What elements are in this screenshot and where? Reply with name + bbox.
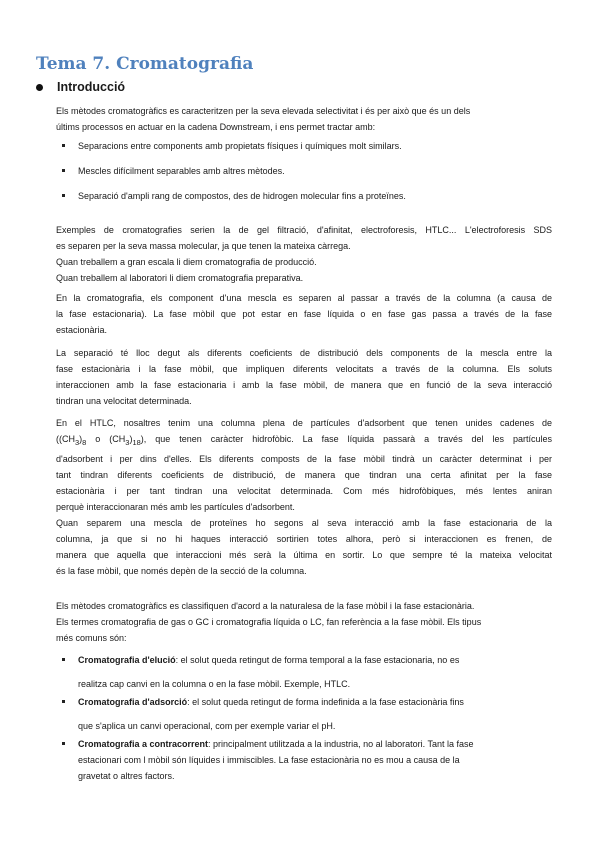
text: : el solut queda retingut de forma indefinida a la fase estacionària fins xyxy=(187,697,464,707)
subscript: 18 xyxy=(132,437,141,447)
proteins-paragraph xyxy=(56,515,552,579)
term: Cromatografia d'elució xyxy=(78,655,176,665)
square-bullet-icon xyxy=(62,169,65,172)
text-line: Quan treballem a gran escala li diem cromatografia de producció. xyxy=(56,257,317,267)
list-item xyxy=(62,138,552,154)
text-line: realitza cap canvi en la columna o en la fase mòbil. Exemple, HTLC. xyxy=(78,679,351,689)
text-line: que s'aplica un canvi operacional, com per exemple variar el pH. xyxy=(78,721,336,731)
text-line: la fase estacionaria). La fase mòbil que pot estar en fase líquida o en fase gas passa a través de la fase xyxy=(56,309,552,319)
text-line-formula xyxy=(56,431,552,451)
subscript: 8 xyxy=(82,437,87,447)
text-line: estacionària. xyxy=(56,325,108,335)
separation-paragraph xyxy=(56,345,552,409)
text-line: Els mètodes cromatogràfics es caracteritzen per la seva elevada selectivitat i és per això que és un dels xyxy=(56,106,471,116)
square-bullet-icon xyxy=(62,700,65,703)
text-line: d'adsorbent i per dins d'elles. Els diferents composts de la fase mòbil tindrà un caràcter determinat i per xyxy=(56,453,552,464)
formula: ((CH xyxy=(56,434,75,444)
square-bullet-icon xyxy=(62,194,65,197)
section-heading xyxy=(36,80,125,94)
examples-paragraph xyxy=(56,222,552,286)
list-item-text: Mescles difícilment separables amb altres mètodes. xyxy=(78,166,285,176)
text-line: Quan separem una mescla de proteïnes ho segons al seva interacció amb la fase estacionaria de la xyxy=(56,518,552,528)
classify-paragraph xyxy=(56,598,552,646)
column-paragraph xyxy=(56,290,552,338)
text-line: gravetat o altres factors. xyxy=(78,771,175,781)
subscript: 3 xyxy=(75,437,80,447)
text-line: estacionària i per tant tindran una velocitat determinada. Com més hidrofòbiques, més lentes aniran xyxy=(56,485,552,496)
text-line: manera que aquella que interaccioni més serà la última en sortir. Lo que sempre té la mateixa velocitat xyxy=(56,550,552,560)
text-line: La separació té lloc degut als diferents coeficients de distribució dels components de la mescla entre la xyxy=(56,348,552,358)
text-line: En la cromatografia, els component d'una mescla es separen al passar a través de la columna (a causa de xyxy=(56,293,552,303)
formula: ) xyxy=(79,434,83,444)
square-bullet-icon xyxy=(62,742,65,745)
text-line: estacionari com l mòbil són líquides i immiscibles. La fase estacionària no es mou a causa de la xyxy=(78,755,460,765)
bullet-icon xyxy=(36,84,43,91)
square-bullet-icon xyxy=(62,658,65,661)
formula: o xyxy=(86,434,110,444)
intro-paragraph xyxy=(56,103,552,135)
text-line: es separen per la seva massa molecular, ja que tenen la mateixa càrrega. xyxy=(56,241,351,251)
text-line: Quan treballem al laboratori li diem cromatografia preparativa. xyxy=(56,273,304,283)
formula: ), xyxy=(140,434,147,444)
text-line: perquè interaccionaran més amb les partícules d'adsorbent. xyxy=(56,501,295,512)
list-item xyxy=(62,188,552,204)
term: Cromatografia a contracorrent xyxy=(78,739,209,749)
list-item-text: Separació d'ampli rang de compostos, des de hidrogen molecular fins a proteïnes. xyxy=(78,191,406,201)
text-line: Els mètodes cromatogràfics es classifiquen d'acord a la naturalesa de la fase mòbil i la fase estacionària. xyxy=(56,601,475,611)
formula: ) xyxy=(129,434,133,444)
text-line: interaccionen amb la fase estacionaria i amb la fase mòbil, de manera que en funció de la seva interacció xyxy=(56,380,552,390)
text-line: és la fase mòbil, que només depèn de la secció de la columna. xyxy=(56,566,307,576)
list-item xyxy=(62,648,552,696)
text-line: Exemples de cromatografies serien la de gel filtració, d'afinitat, electroforesis, HTLC... L'electroforesis SDS xyxy=(56,225,552,235)
section-heading-text: Introducció xyxy=(57,80,126,94)
text-line: Els termes cromatografia de gas o GC i cromatografia líquida o LC, fan referència a la fase mòbil. Els tipus xyxy=(56,617,482,627)
document-title: Tema 7. Cromatografia xyxy=(36,54,254,74)
list-item xyxy=(62,736,552,784)
text-line: En el HTLC, nosaltres tenim una columna plena de partícules d'adsorbent que tenen unides cadenes de xyxy=(56,418,552,428)
text-line: més comuns són: xyxy=(56,633,127,643)
text-line: últims processos en actuar en la cadena Downstream, i ens permet tractar amb: xyxy=(56,122,376,132)
list-item xyxy=(62,163,552,179)
list-item xyxy=(62,690,552,738)
text: : el solut queda retingut de forma temporal a la fase estacionaria, no es xyxy=(175,655,460,665)
text-line: tant tindran diferents coeficients de distribució, de manera que tindran una certa afinitat per la fase xyxy=(56,469,552,480)
text-line: tindran una velocitat determinada. xyxy=(56,396,192,406)
text: : principalment utilitzada a la industria, no al laboratori. Tant la fase xyxy=(208,739,474,749)
text-line: columna, ja que si no hi haques interacció sortirien totes alhora, però si interaccionen es frenen, de xyxy=(56,534,552,544)
term: Cromatografia d'adsorció xyxy=(78,697,188,707)
subscript: 3 xyxy=(125,437,130,447)
square-bullet-icon xyxy=(62,144,65,147)
list-item-text: Separacions entre components amb propietats físiques i químiques molt similars. xyxy=(78,141,402,151)
text: que tenen caràcter hidrofòbic. La fase líquida passarà a través del les partícules xyxy=(146,434,552,444)
formula: (CH xyxy=(109,434,126,444)
htlc-paragraph xyxy=(56,415,552,515)
text-line: fase estacionària i la fase mòbil, que impliquen diferents velocitats a través de la columna. Els soluts xyxy=(56,364,552,374)
